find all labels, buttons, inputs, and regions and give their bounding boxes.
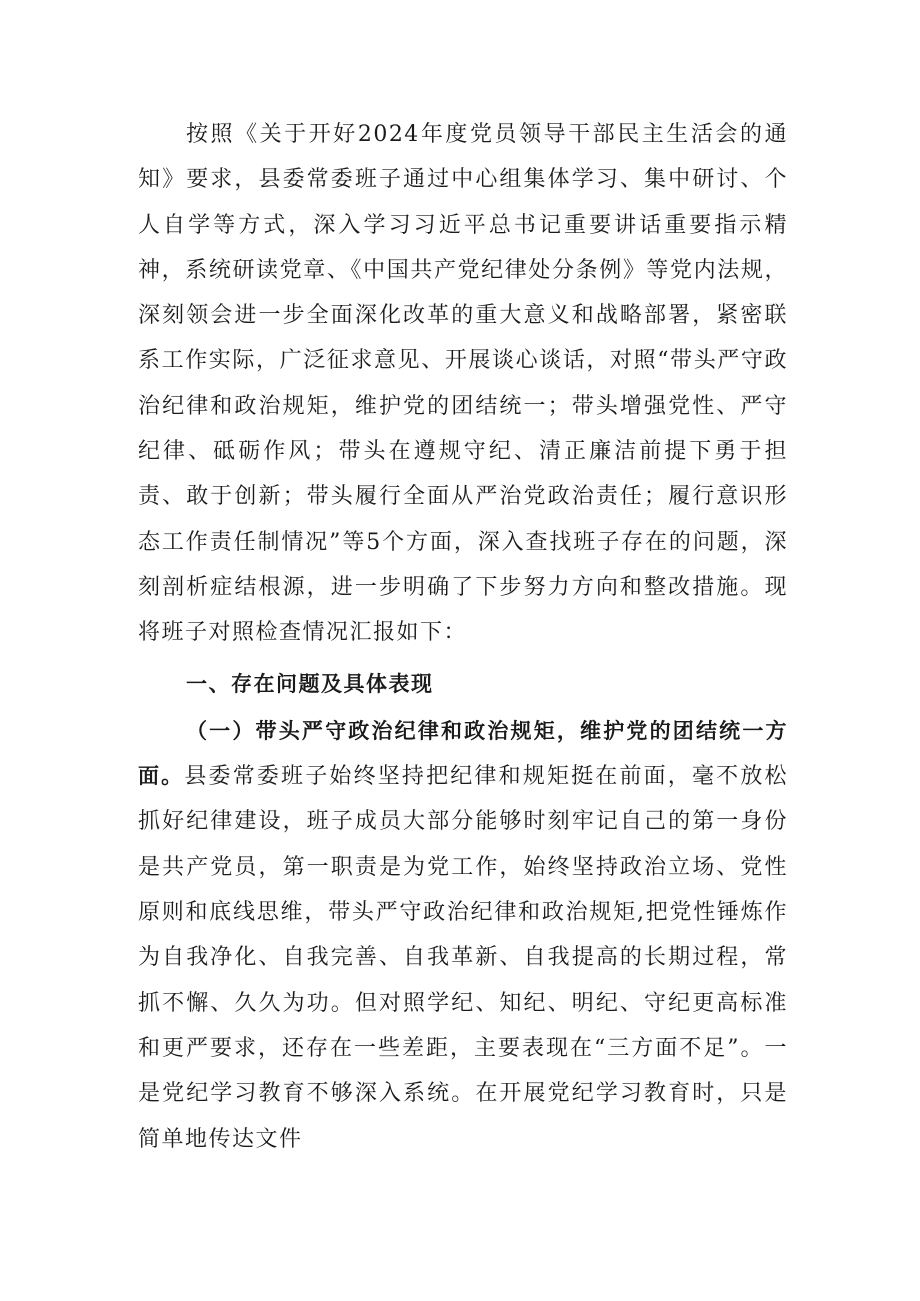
subsection-body: 县委常委班子始终坚持把纪律和规矩挺在前面，毫不放松抓好纪律建设，班子成员大部分能够时刻牢记自己的第一身份是共产党员，第一职责是为党工作，始终坚持政治立场、党性原则和底线思维，带头严守政治纪律和政治规矩,把党性锤炼作为自我净化、自我完善、自我革新、自我提高的长期过程，常抓不懈、久久为功。但对照学纪、知纪、明纪、守纪更高标准和更严要求，还存在一些差距，主要表现在“三方面不足”。一是党纪学习教育不够深入系统。在开展党纪学习教育时，只是简单地传达文件: [138, 764, 789, 1152]
document-body: [138, 112, 788, 1162]
subsection-paragraph: [138, 709, 788, 1162]
subsection-lead: （一）带头严守政治纪律和政治规矩，维护党的团结统一方面。: [138, 718, 788, 789]
section-heading: 一、存在问题及具体表现: [186, 671, 434, 696]
intro-paragraph: 按照《关于开好2024年度党员领导干部民主生活会的通知》要求，县委常委班子通过中心组集体学习、集中研讨、个人自学等方式，深入学习习近平总书记重要讲话重要指示精神，系统研读党章、《中国共产党纪律处分条例》等党内法规，深刻领会进一步全面深化改革的重大意义和战略部署，紧密联系工作实际，广泛征求意见、开展谈心谈话，对照“带头严守政治纪律和政治规矩，维护党的团结统一；带头增强党性、严守纪律、砥砺作风；带头在遵规守纪、清正廉洁前提下勇于担责、敢于创新；带头履行全面从严治党政治责任；履行意识形态工作责任制情况”等5个方面，深入查找班子存在的问题，深刻剖析症结根源，进一步明确了下步努力方向和整改措施。现将班子对照检查情况汇报如下：: [138, 122, 788, 646]
